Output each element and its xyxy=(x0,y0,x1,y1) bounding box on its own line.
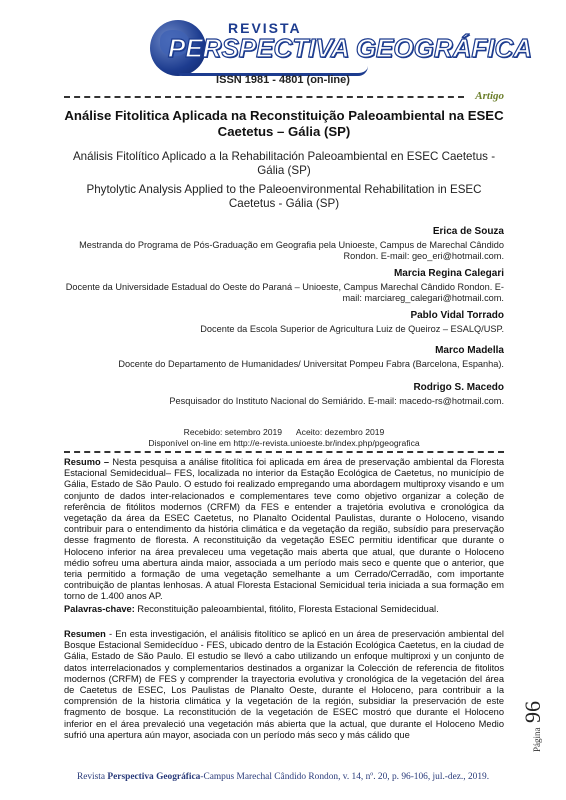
dashed-divider xyxy=(64,451,504,453)
resumo-paragraph xyxy=(64,457,504,603)
page-number-value: 96 xyxy=(520,701,545,724)
author-affiliation: Docente do Departamento de Humanidades/ Universitat Pompeu Fabra (Barcelona, Espanha). xyxy=(118,359,504,369)
resumen-paragraph xyxy=(64,629,504,741)
issn: ISSN 1981 - 4801 (on-line) xyxy=(216,74,350,86)
author-name: Marco Madella xyxy=(435,345,504,356)
page-label: Página xyxy=(532,727,542,752)
author-block xyxy=(64,382,504,407)
article-title-spanish: Análisis Fitolítico Aplicado a la Rehabilitación Paleoambiental en ESEC Caetetus - Gália (SP) xyxy=(72,150,496,177)
article-title-english: Phytolytic Analysis Applied to the Paleoenvironmental Rehabilitation in ESEC Caetetus - Gália (SP) xyxy=(86,183,482,210)
dates-block xyxy=(64,427,504,448)
author-affiliation: Docente da Escola Superior de Agricultura Luiz de Queiroz – ESALQ/USP. xyxy=(200,324,504,334)
logo-brand-text: PERSPECTIVA GEOGRÁFICA xyxy=(168,33,533,63)
online-link[interactable]: Disponível on-line em http://e-revista.unioeste.br/index.php/pgeografica xyxy=(148,437,420,448)
section-label: Artigo xyxy=(475,90,504,102)
author-name: Erica de Souza xyxy=(432,226,504,237)
author-name: Marcia Regina Calegari xyxy=(393,268,504,279)
footer-prefix: Revista xyxy=(76,772,108,782)
author-block xyxy=(64,345,504,370)
author-affiliation: Mestranda do Programa de Pós-Graduação em Geografia pela Unioeste, Campus de Marechal Cândido Rondon. E-mail: geo_eri@hotmail.com. xyxy=(79,240,504,261)
author-name: Pablo Vidal Torrado xyxy=(410,310,504,321)
section-rule xyxy=(64,90,504,102)
resumo-text: Nesta pesquisa a análise fitolítica foi aplicada em área de preservação ambiental da Floresta Estacional Semidecidual– FES, localizada no interior da Estação Ecológica de Caetetus, no município de Gália, Estado de São Paulo. O estudo foi realizado empregando uma abordagem multiproxy visando e um conjunto de dados inter-relacionados e complementares teve como objetivo organizar a coleção de referência de fitólitos modernos (CRFM) da FES e entender a trajetória evolutiva e cronológica da vegetação da área da ESEC Caetetus, no Planalto Ocidental Paulistas, durante o Holoceno, visando contribuir para o entendimento da história climática e da vegetação da região, subsídio para preservação desse fragmento de floresta. A reconstituição da vegetação ESEC permitiu identificar que durante o Holoceno inferior na área prevaleceu uma vegetação mais aberta que atual, que durante o Holoceno médio sofreu uma abertura ainda maior, associada a um período mais seco e quente que o anterior, que teria permitido a formação de uma vegetação semelhante a um Cerrado/Cerradão, com importante contribuição de plantas lenhosas. A atual Floresta Estacional Semicidual teria iniciada a sua formação em torno de 1.400 anos AP. xyxy=(64,457,504,602)
author-block xyxy=(64,268,504,304)
author-name: Rodrigo S. Macedo xyxy=(413,382,504,393)
article-title: Análise Fitolitica Aplicada na Reconstituição Paleoambiental na ESEC Caetetus – Gália (SP) xyxy=(64,108,504,139)
author-block xyxy=(64,310,504,335)
author-affiliation: Pesquisador do Instituto Nacional do Semiárido. E-mail: macedo-rs@hotmail.com. xyxy=(169,396,504,406)
resumen-label: Resumen xyxy=(64,629,106,639)
journal-header xyxy=(0,0,566,90)
logo-revista-text: REVISTA xyxy=(228,20,302,36)
keywords-text: Reconstituição paleoambiental, fitólito, Floresta Estacional Semidecidual. xyxy=(134,604,439,614)
resumo-label: Resumo – xyxy=(64,457,110,467)
author-affiliation: Docente da Universidade Estadual do Oeste do Paraná – Unioeste, Campus Marechal Cândido Rondon. E-mail: marciareg_calegari@hotmail.com. xyxy=(65,282,504,303)
footer-rest: -Campus Marechal Cândido Rondon, v. 14, nº. 20, p. 96-106, jul.-dez., 2019. xyxy=(200,772,490,782)
dashed-divider xyxy=(64,96,464,98)
resumen-text: - En esta investigación, el análisis fitolítico se aplicó en un área de preservación ambiental del Bosque Estacional Semidecíduo - FES, ubicado dentro de la Estación Ecológica Caetetus, en la ciudad de Gália, Estado de São Paulo. El estudio se llevó a cabo utilizando un enfoque multiproxi y un conjunto de datos interrelacionados y complementarios destinados a organizar la Colección de referencia de fitolitos modernos (CRFM) de FES y comprender la trayectoria evolutiva y cronológica de la vegetación del área de Caetetus de ESEC, Los Paulistas de Planalto Oeste, durante el Holoceno, para contribuir a la comprensión de la historia climática y la vegetación de la región, subsidiar la preservación de este fragmento de bosque. La reconstitución de la vegetación de ESEC mostró que durante el Holoceno inferior en el área prevaleció una vegetación más abierta que la actual, que durante el Holoceno Medio sufrió una apertura aún mayor, asociada con un período más seco y más cálido que xyxy=(64,629,504,740)
keywords-paragraph xyxy=(64,604,504,615)
author-block xyxy=(64,226,504,262)
page-number xyxy=(520,692,545,752)
footer-journal: Perspectiva Geográfica xyxy=(107,772,201,782)
keywords-label: Palavras-chave: xyxy=(64,604,135,614)
footer-citation xyxy=(0,772,566,782)
received-accepted: Recebido: setembro 2019 Aceito: dezembro 2019 xyxy=(183,427,385,437)
